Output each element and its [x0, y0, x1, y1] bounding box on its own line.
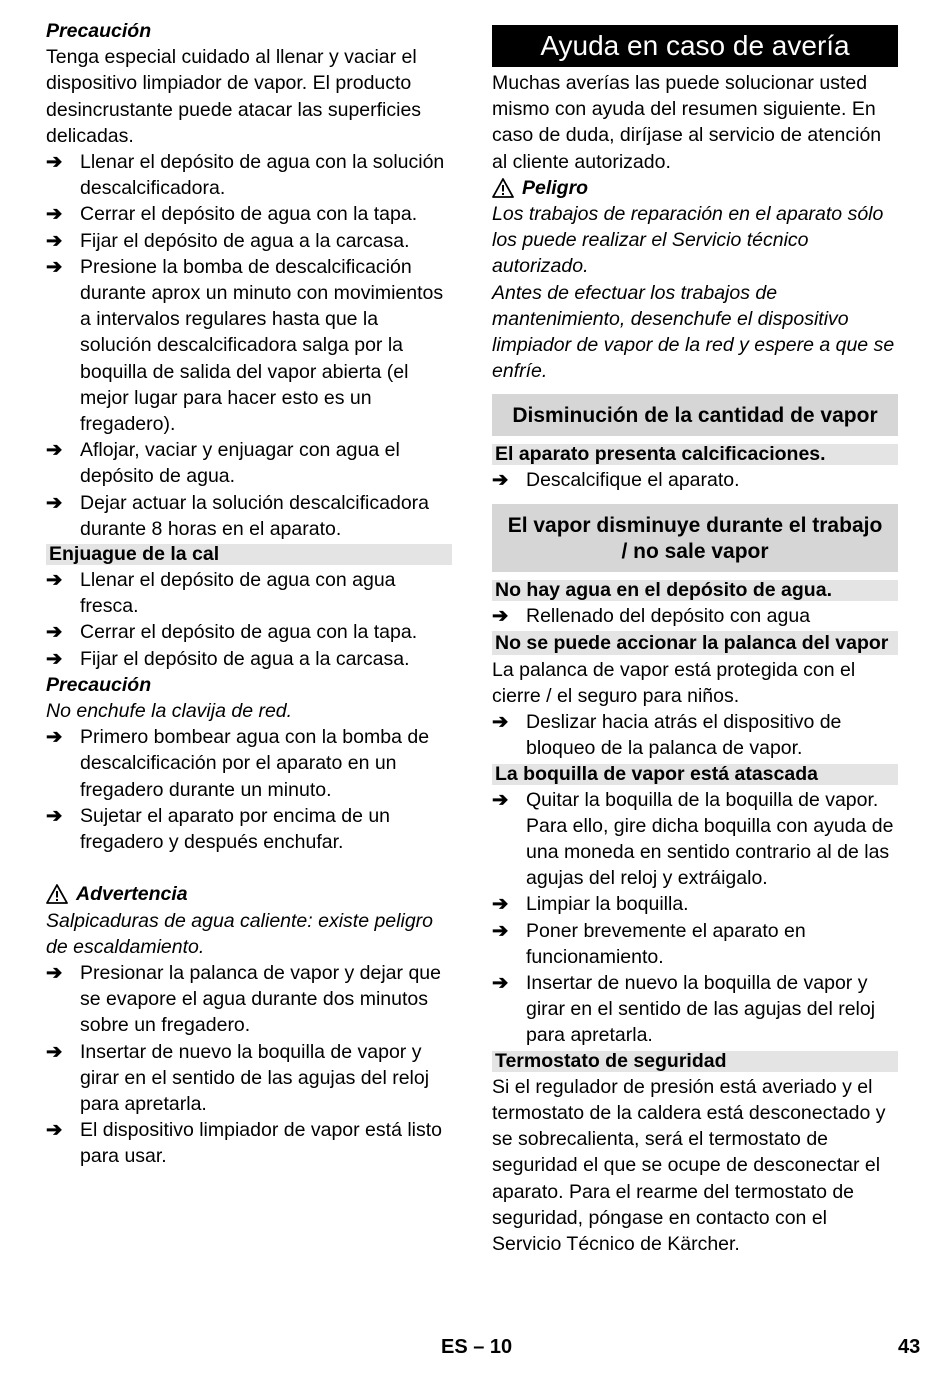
list-item: ➔ Aflojar, vaciar y enjuagar con agua el depósito de agua. [46, 439, 400, 488]
arrow-icon: ➔ [492, 469, 509, 492]
arrow-icon: ➔ [492, 604, 509, 627]
page-number: 43 [898, 1336, 921, 1358]
warning-icon [46, 884, 68, 904]
arrow-icon: ➔ [46, 491, 63, 514]
arrow-icon: ➔ [492, 972, 509, 995]
step-list [46, 960, 452, 1170]
arrow-icon: ➔ [492, 711, 509, 734]
warning-text: Salpicaduras de agua caliente: existe peligro de escaldamiento. [46, 909, 434, 958]
arrow-icon: ➔ [492, 919, 509, 942]
arrow-icon: ➔ [46, 229, 63, 252]
list-item: ➔ Presionar la palanca de vapor y dejar que se evapore el agua durante dos minutos sobre un fregadero. [46, 961, 441, 1037]
warning-title: Advertencia [46, 881, 452, 907]
caution-text: No enchufe la clavija de red. [46, 700, 293, 723]
intro-text: Muchas averías las puede solucionar usted mismo con ayuda del resumen siguiente. En caso de duda, diríjase al servicio de atención al cliente autorizado. [492, 72, 882, 173]
list-item: ➔ Presione la bomba de descalcificación durante aprox un minuto con movimientos a intervalos regulares hasta que la solución descalcificadora salga por la boquilla de salida del vapor abierta (el mejor lugar para hacer esto es un fregadero). [46, 255, 444, 436]
arrow-icon: ➔ [46, 621, 63, 644]
step-list [46, 567, 452, 672]
danger-text: Antes de efectuar los trabajos de mantenimiento, desenchufe el dispositivo limpiador de vapor de la red y espere a que se enfríe. [492, 281, 895, 383]
list-item: ➔ Rellenado del depósito con agua [492, 603, 898, 629]
caution-title: Precaución [46, 20, 152, 42]
list-item: ➔ Cerrar el depósito de agua con la tapa. [46, 619, 452, 645]
step-list [492, 787, 898, 1049]
list-item: ➔ Sujetar el aparato por encima de un fregadero y después enchufar. [46, 804, 391, 854]
list-item: ➔ Fijar el depósito de agua a la carcasa. [46, 228, 452, 254]
section-title: El vapor disminuye durante el trabajo / no sale vapor [492, 504, 898, 572]
arrow-icon: ➔ [46, 203, 63, 226]
list-item: ➔ Descalcifique el aparato. [492, 467, 898, 493]
list-item: ➔ El dispositivo limpiador de vapor está listo para usar. [46, 1119, 443, 1168]
subsection-heading: No se puede accionar la palanca del vapor [492, 631, 898, 655]
list-item: ➔ Deslizar hacia atrás el dispositivo de bloqueo de la palanca de vapor. [492, 711, 842, 760]
page-title: Ayuda en caso de avería [492, 25, 898, 67]
caution-text: Tenga especial cuidado al llenar y vaciar el dispositivo limpiador de vapor. El producto desincrustante puede atacar las superficies delicadas. [46, 46, 422, 147]
danger-title: Peligro [492, 175, 898, 201]
list-item: ➔ Llenar el depósito de agua con la solución descalcificadora. [46, 151, 445, 200]
danger-text: Los trabajos de reparación en el aparato sólo los puede realizar el Servicio técnico autorizado. [492, 203, 884, 278]
list-item: ➔ Poner brevemente el aparato en funcionamiento. [492, 919, 806, 968]
right-column [492, 18, 898, 1257]
arrow-icon: ➔ [46, 569, 63, 592]
warning-icon [492, 178, 514, 198]
subsection-heading: La boquilla de vapor está atascada [492, 764, 898, 785]
list-item: ➔ Primero bombear agua con la bomba de descalcificación por el aparato en un fregadero durante un minuto. [46, 726, 430, 801]
arrow-icon: ➔ [46, 1119, 63, 1142]
arrow-icon: ➔ [492, 788, 509, 811]
arrow-icon: ➔ [492, 893, 509, 916]
list-item: ➔ Limpiar la boquilla. [492, 891, 898, 917]
left-column [46, 18, 452, 1170]
arrow-icon: ➔ [46, 726, 63, 749]
list-item: ➔ Insertar de nuevo la boquilla de vapor y girar en el sentido de las agujas del reloj para apretarla. [46, 1040, 430, 1115]
footer-section-label: ES – 10 [441, 1336, 513, 1358]
body-text: La palanca de vapor está protegida con el cierre / el seguro para niños. [492, 658, 856, 708]
list-item: ➔ Llenar el depósito de agua con agua fresca. [46, 569, 396, 618]
section-heading: Enjuague de la cal [46, 544, 452, 565]
arrow-icon: ➔ [46, 1040, 63, 1063]
subsection-heading: El aparato presenta calcificaciones. [492, 444, 898, 465]
caution-title: Precaución [46, 673, 152, 696]
arrow-icon: ➔ [46, 961, 63, 984]
list-item: ➔ Quitar la boquilla de la boquilla de vapor. Para ello, gire dicha boquilla con ayuda de una moneda en sentido contrario al de las agujas del reloj y extráigalo. [492, 788, 894, 890]
body-text: Si el regulador de presión está averiado y el termostato de la caldera está desconectado y se sobrecalienta, será el termostato de seguridad el que se ocupe de desconectar el aparato. Para el rearme del termostato de seguridad, póngase en contacto con el Servicio Técnico de Kärcher. [492, 1075, 886, 1255]
arrow-icon: ➔ [46, 804, 63, 827]
subsection-heading: No hay agua en el depósito de agua. [492, 580, 898, 601]
arrow-icon: ➔ [46, 439, 63, 462]
list-item: ➔ Fijar el depósito de agua a la carcasa. [46, 646, 452, 672]
list-item: ➔ Insertar de nuevo la boquilla de vapor y girar en el sentido de las agujas del reloj para apretarla. [492, 972, 876, 1047]
arrow-icon: ➔ [46, 647, 63, 670]
subsection-heading: Termostato de seguridad [492, 1051, 898, 1072]
arrow-icon: ➔ [46, 255, 63, 278]
section-title: Disminución de la cantidad de vapor [492, 394, 898, 436]
list-item: ➔ Cerrar el depósito de agua con la tapa. [46, 201, 452, 227]
step-list [46, 724, 452, 855]
arrow-icon: ➔ [46, 151, 63, 174]
step-list [46, 149, 452, 542]
list-item: ➔ Dejar actuar la solución descalcificadora durante 8 horas en el aparato. [46, 491, 430, 540]
